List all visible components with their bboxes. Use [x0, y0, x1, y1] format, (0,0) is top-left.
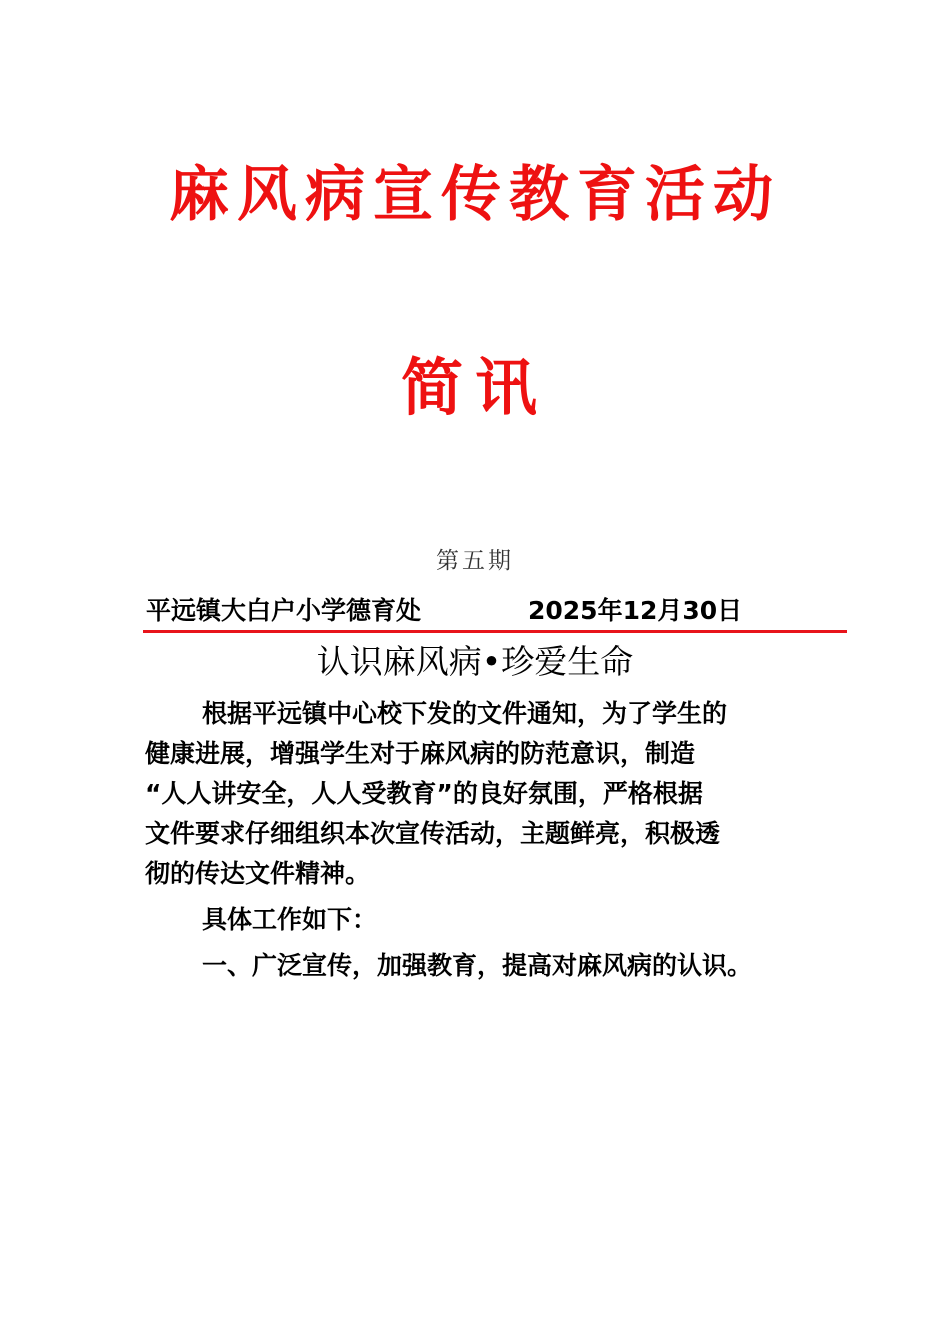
body-paragraph: 具体工作如下： — [202, 905, 378, 934]
body-paragraph: 一、广泛宣传，加强教育，提高对麻风病的认识。 — [202, 951, 753, 980]
issuing-organization: 平远镇大白户小学德育处 — [146, 596, 422, 625]
bulletin-subtitle: 简讯 — [400, 351, 549, 424]
issue-number: 第五期 — [436, 548, 514, 574]
issue-date: 2025年12月30日 — [528, 596, 743, 625]
issuer-date-row — [146, 594, 846, 628]
red-divider-line — [143, 630, 847, 633]
bulletin-main-title: 麻风病宣传教育活动 — [169, 160, 781, 230]
article-title: 认识麻风病•珍爱生命 — [316, 642, 634, 681]
article-body — [145, 694, 817, 986]
body-paragraph: 根据平远镇中心校下发的文件通知，为了学生的 健康进展，增强学生对于麻风病的防范意识，制造 “人人讲安全，人人受教育”的良好氛围，严格根据 文件要求仔细组织本次宣传活动，主题鲜亮，积极透 彻的传达文件精神。 — [145, 699, 728, 888]
